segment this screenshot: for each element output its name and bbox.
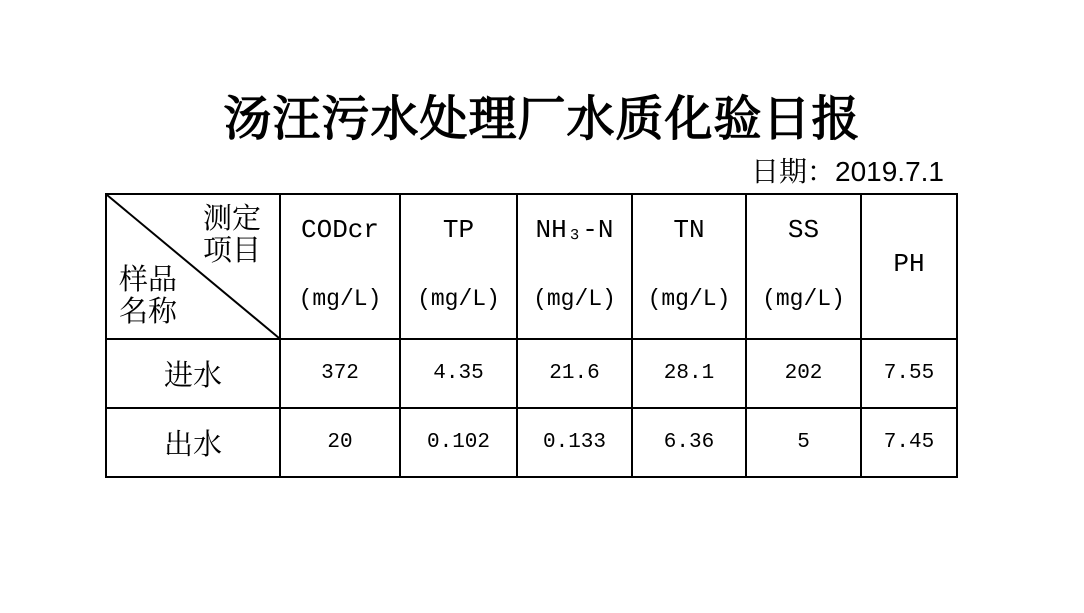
column-header-codcr bbox=[280, 194, 400, 339]
value-cell-effluent-ph: 7.45 bbox=[861, 408, 957, 477]
column-header-nh3n bbox=[517, 194, 632, 339]
column-name: SS bbox=[787, 215, 820, 245]
value-cell-effluent-tp: 0.102 bbox=[400, 408, 517, 477]
table-row-effluent bbox=[106, 408, 957, 477]
corner-label-line: 名称 bbox=[119, 296, 178, 328]
corner-label-line: 测定 bbox=[202, 203, 261, 235]
value-cell-influent-ss: 202 bbox=[746, 339, 861, 408]
value-cell-effluent-ss: 5 bbox=[746, 408, 861, 477]
column-name: PH bbox=[893, 248, 925, 279]
water-quality-table bbox=[105, 193, 958, 478]
column-header-stack bbox=[862, 195, 956, 338]
column-header-ss bbox=[746, 194, 861, 339]
report-date: 日期：2019.7.1 bbox=[751, 156, 944, 187]
column-name: CODcr bbox=[300, 215, 379, 245]
value-cell-influent-ph: 7.55 bbox=[861, 339, 957, 408]
table-row-influent bbox=[106, 339, 957, 408]
value-cell-effluent-nh3n: 0.133 bbox=[517, 408, 632, 477]
column-unit: (mg/L) bbox=[762, 286, 845, 312]
column-unit: (mg/L) bbox=[647, 286, 731, 312]
row-label-effluent: 出水 bbox=[106, 408, 280, 477]
corner-label-sample-name bbox=[119, 264, 177, 328]
corner-label-line: 样品 bbox=[119, 264, 178, 296]
column-header-ph bbox=[861, 194, 957, 339]
column-unit: (mg/L) bbox=[533, 286, 616, 312]
column-header-stack bbox=[747, 195, 860, 338]
value-cell-influent-tn: 28.1 bbox=[632, 339, 746, 408]
column-unit: (mg/L) bbox=[298, 286, 382, 312]
page-title: 汤汪污水处理厂水质化验日报 bbox=[223, 93, 861, 146]
column-header-stack bbox=[281, 195, 399, 338]
column-header-stack bbox=[518, 195, 631, 338]
table-header-row bbox=[106, 194, 957, 339]
column-name: TN bbox=[673, 215, 705, 245]
corner-label-line: 项目 bbox=[202, 235, 261, 267]
column-header-stack bbox=[633, 195, 745, 338]
column-header-tn bbox=[632, 194, 746, 339]
value-cell-influent-codcr: 372 bbox=[280, 339, 400, 408]
value-cell-effluent-tn: 6.36 bbox=[632, 408, 746, 477]
corner-label-test-items bbox=[203, 203, 261, 267]
column-header-stack bbox=[401, 195, 516, 338]
value-cell-effluent-codcr: 20 bbox=[280, 408, 400, 477]
value-cell-influent-nh3n: 21.6 bbox=[517, 339, 632, 408]
corner-cell bbox=[106, 194, 280, 339]
column-header-tp bbox=[400, 194, 517, 339]
row-label-influent: 进水 bbox=[106, 339, 280, 408]
column-name: TP bbox=[442, 215, 475, 245]
column-unit: (mg/L) bbox=[417, 286, 500, 312]
column-name: NH₃-N bbox=[535, 215, 614, 245]
value-cell-influent-tp: 4.35 bbox=[400, 339, 517, 408]
